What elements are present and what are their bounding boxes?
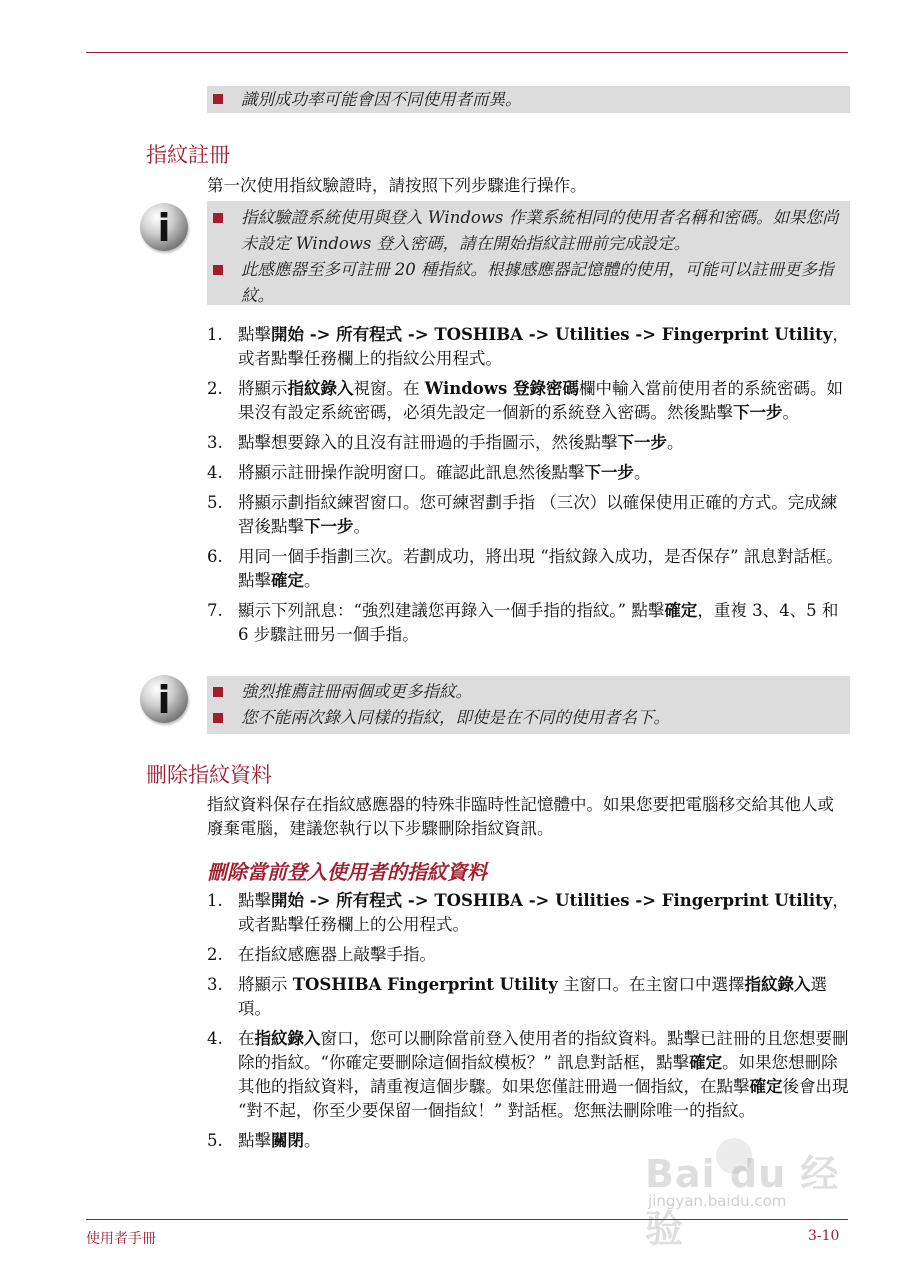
step-text: 窗口，您可以刪除當前登入使用者的指紋資料。點擊已註冊的且您想要刪除的指紋。“你確定要刪除這個指紋模板？” 訊息對話框，點擊 — [238, 1029, 849, 1072]
note-top-text: 識別成功率可能會因不同使用者而異。 — [241, 90, 522, 109]
step-text: 。 — [634, 463, 651, 482]
step-text-bold: 下一步 — [584, 463, 634, 482]
step-number: 3. — [207, 975, 223, 994]
subsection-title-delete-current: 刪除當前登入使用者的指紋資料 — [207, 860, 487, 884]
step-text: ，或者點擊任務欄上的公用程式。 — [238, 891, 849, 934]
step-text: 。如果您想刪除其他的指紋資料，請重複這個步驟。如果您僅註冊過一個指紋，在點擊 — [238, 1053, 838, 1096]
step-number: 5. — [207, 1131, 223, 1150]
watermark-url: jingyan.baidu.com — [648, 1192, 787, 1210]
step-text: 欄中輸入當前使用者的系統密碼。如果沒有設定系統密碼，必須先設定一個新的系統登入密碼。然後點擊 — [238, 379, 844, 422]
step-text: 點擊 — [238, 891, 271, 910]
step-item — [207, 973, 849, 1021]
step-item — [207, 491, 849, 539]
info-icon: i — [140, 203, 188, 251]
step-text: 主窗口。在主窗口中選擇 — [557, 975, 745, 994]
footer-page-number: 3-10 — [808, 1228, 840, 1244]
step-text-bold: 指紋錄入 — [287, 379, 354, 398]
top-rule — [86, 52, 848, 53]
note-item: 指紋驗證系統使用與登入 Windows 作業系統相同的使用者名稱和密碼。如果您尚未設定 Windows 登入密碼，請在開始指紋註冊前完成設定。 — [207, 205, 850, 257]
step-text: 將顯示註冊操作說明窗口。確認此訊息然後點擊 — [238, 463, 585, 482]
step-text: ，重複 3、4、5 和 6 步驟註冊另一個手指。 — [238, 601, 839, 644]
step-item — [207, 889, 849, 937]
step-number: 2. — [207, 945, 223, 964]
step-text: 將顯示劃指紋練習窗口。您可練習劃手指 （三次）以確保使用正確的方式。完成練習後點擊 — [238, 493, 838, 536]
step-item — [207, 323, 849, 371]
note-top — [207, 86, 850, 113]
step-text-bold: 下一步 — [304, 517, 354, 536]
step-item — [207, 461, 849, 485]
step-item — [207, 1027, 849, 1123]
bottom-rule — [86, 1219, 848, 1220]
step-text: 將顯示 — [238, 975, 293, 994]
step-number: 4. — [207, 463, 223, 482]
step-text: 。 — [304, 571, 321, 590]
step-item — [207, 943, 849, 967]
step-text-bold: 確定 — [664, 601, 698, 620]
bullet-square-icon — [213, 94, 223, 104]
step-item — [207, 599, 849, 647]
bullet-square-icon — [213, 687, 223, 697]
section2-intro: 指紋資料保存在指紋感應器的特殊非臨時性記憶體中。如果您要把電腦移交給其他人或廢棄電腦，建議您執行以下步驟刪除指紋資訊。 — [207, 795, 834, 838]
info-icon: i — [140, 675, 188, 723]
step-number: 1. — [207, 891, 223, 910]
step-text-bold: 下一步 — [617, 433, 667, 452]
step-text-bold: 開始 -> 所有程式 -> TOSHIBA -> Utilities -> Fingerprint Utility — [271, 891, 833, 910]
step-text-bold: 確定 — [271, 571, 304, 590]
step-text-bold: 關閉 — [271, 1131, 304, 1150]
step-number: 4. — [207, 1029, 223, 1048]
step-text: 。 — [782, 403, 799, 422]
step-number: 6. — [207, 547, 223, 566]
step-item — [207, 377, 849, 425]
note-item: 您不能兩次錄入同樣的指紋，即使是在不同的使用者名下。 — [207, 705, 850, 731]
step-item — [207, 545, 849, 593]
section-title-delete: 刪除指紋資料 — [146, 763, 272, 787]
step-text: 點擊想要錄入的且沒有註冊過的手指圖示，然後點擊 — [238, 433, 618, 452]
step-number: 3. — [207, 433, 223, 452]
bullet-square-icon — [213, 265, 223, 275]
step-text: 顯示下列訊息：“強烈建議您再錄入一個手指的指紋。” 點擊 — [238, 601, 665, 620]
step-text: 。 — [304, 1131, 321, 1150]
step-text-bold: 確定 — [689, 1053, 723, 1072]
step-text: 點擊 — [238, 1131, 271, 1150]
delete-steps-list — [207, 889, 849, 1159]
note-item: 強烈推薦註冊兩個或更多指紋。 — [207, 679, 850, 705]
bullet-square-icon — [213, 213, 223, 223]
note-recommend — [207, 676, 850, 734]
watermark-logo: Bai du 经验 — [645, 1152, 840, 1251]
step-text-bold: 開始 -> 所有程式 -> TOSHIBA -> Utilities -> Fingerprint Utility — [271, 325, 833, 344]
step-number: 5. — [207, 493, 223, 512]
step-text: 點擊 — [238, 325, 271, 344]
step-text-bold: 指紋錄入 — [254, 1029, 321, 1048]
step-text: 。 — [353, 517, 370, 536]
footer-manual-title: 使用者手冊 — [86, 1231, 156, 1247]
step-text: 用同一個手指劃三次。若劃成功，將出現 “指紋錄入成功，是否保存” 訊息對話框。點擊 — [238, 547, 843, 590]
step-number: 2. — [207, 379, 223, 398]
step-text-bold: 下一步 — [733, 403, 783, 422]
step-text: 在 — [238, 1029, 255, 1048]
step-text-bold: TOSHIBA Fingerprint Utility — [292, 975, 558, 994]
step-text: 將顯示 — [238, 379, 288, 398]
step-text: 。 — [667, 433, 684, 452]
note-enroll — [207, 201, 850, 305]
section-title-enroll: 指紋註冊 — [146, 143, 230, 167]
step-item — [207, 431, 849, 455]
step-number: 1. — [207, 325, 223, 344]
step-number: 7. — [207, 601, 223, 620]
enroll-steps-list — [207, 323, 849, 653]
step-text: 選項。 — [238, 975, 827, 1018]
bullet-square-icon — [213, 713, 223, 723]
step-text: 視窗。在 — [353, 379, 425, 398]
section1-intro: 第一次使用指紋驗證時，請按照下列步驟進行操作。 — [207, 176, 587, 195]
step-text: ，或者點擊任務欄上的指紋公用程式。 — [238, 325, 849, 368]
step-text: 在指紋感應器上敲擊手指。 — [238, 945, 436, 964]
step-text: 後會出現 “對不起，你至少要保留一個指紋！” 對話框。您無法刪除唯一的指紋。 — [238, 1077, 849, 1120]
step-text-bold: 指紋錄入 — [744, 975, 811, 994]
step-text-bold: 確定 — [749, 1077, 783, 1096]
step-text-bold: Windows 登錄密碼 — [424, 379, 580, 398]
note-item: 此感應器至多可註冊 20 種指紋。根據感應器記憶體的使用，可能可以註冊更多指紋。 — [207, 257, 850, 309]
